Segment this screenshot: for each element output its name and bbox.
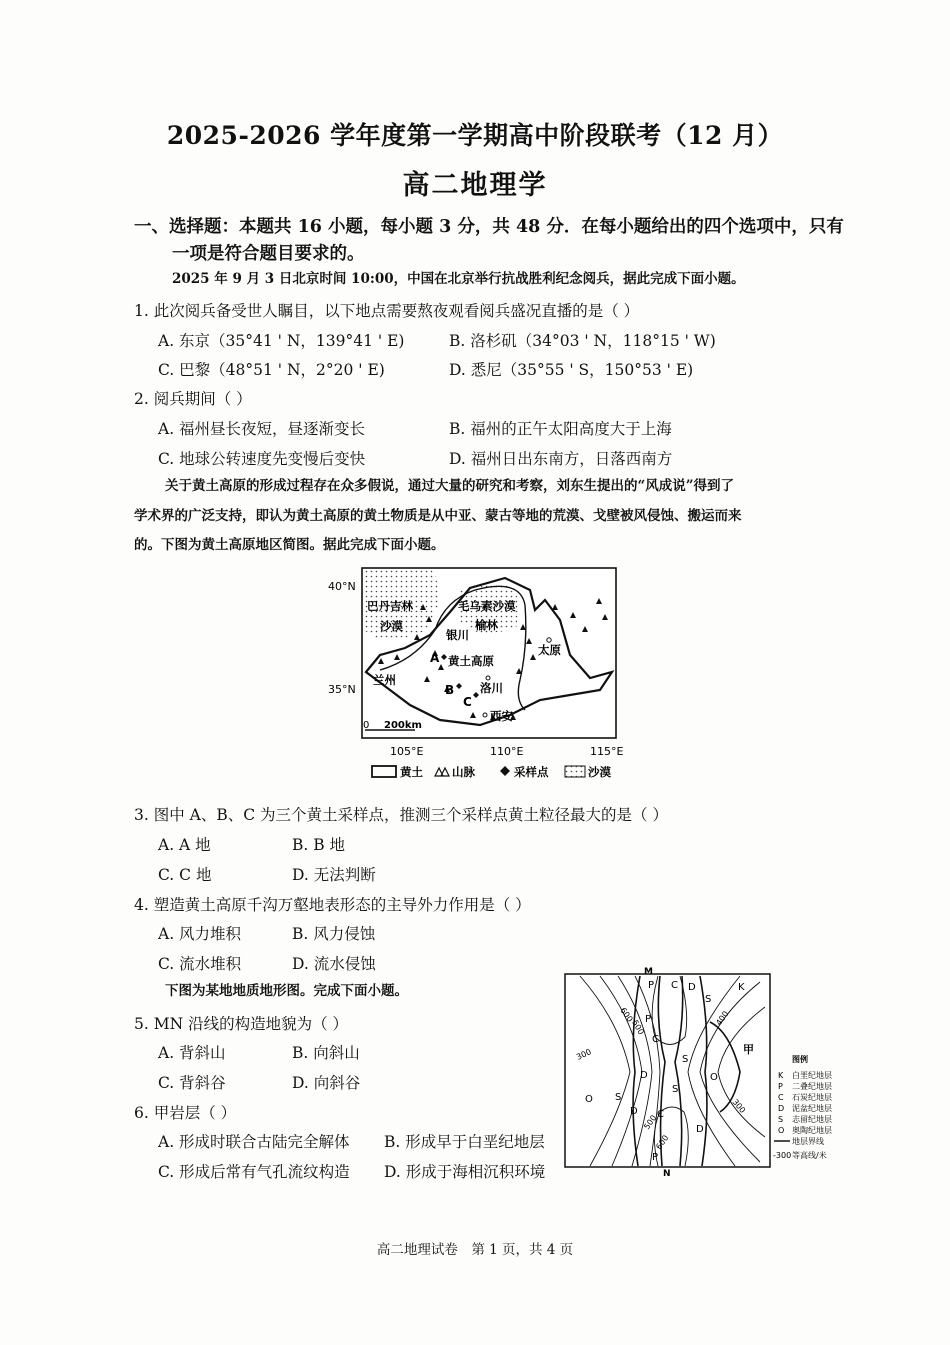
legend-o-letter: O [778,1126,785,1135]
lon-115-label: 115°E [590,745,624,758]
question-3-option-c[interactable]: C. C 地 [158,866,212,884]
question-6-option-b[interactable]: B. 形成早于白垩纪地层 [384,1133,545,1151]
question-2-option-a[interactable]: A. 福州昼长夜短，昼逐渐变长 [158,420,366,438]
question-1-stem: 1. 此次阅兵备受世人瞩目，以下地点需要熬夜观看阅兵盛况直播的是（ ） [134,302,640,320]
contour-500-b: 500 [642,1113,659,1132]
formation-s-left: S [615,1092,622,1103]
luochuan-label: 洛川 [480,681,503,695]
legend-s-text: 志留纪地层 [792,1115,832,1124]
question-3-option-a[interactable]: A. A 地 [158,836,211,854]
mu-us-label: 毛乌素沙漠 [458,599,516,613]
question-2-stem: 2. 阅兵期间（ ） [134,390,252,408]
question-5-option-b[interactable]: B. 向斜山 [292,1044,360,1062]
legend-p-text: 二叠纪地层 [792,1082,832,1091]
question-1-option-b[interactable]: B. 洛杉矶（34°03 ' N，118°15 ' W) [449,332,716,350]
question-4-option-c[interactable]: C. 流水堆积 [158,955,242,973]
legend-loess-swatch [372,766,396,777]
yinchuan-label: 银川 [446,628,469,642]
point-n-label: N [663,1169,671,1179]
legend-mountain-icon [435,768,449,776]
formation-d-mid: D [640,1070,648,1081]
sample-a-label: A [430,651,440,665]
formation-p-top: P [648,980,655,991]
formation-o-mid: O [710,1072,718,1083]
legend-o-text: 奥陶纪地层 [792,1126,832,1135]
lon-110-label: 110°E [490,745,524,758]
question-6-stem: 6. 甲岩层（ ） [134,1104,237,1122]
section-heading-line1: 一、选择题：本题共 16 小题，每小题 3 分，共 48 分．在每小题给出的四个选项中，只有 [134,217,844,237]
formation-o-left: O [585,1094,593,1105]
question-2-option-b[interactable]: B. 福州的正午太阳高度大于上海 [449,420,672,438]
formation-c-lower: C [657,1109,664,1120]
intro-parade: 2025 年 9 月 3 日北京时间 10:00，中国在北京举行抗战胜利纪念阅兵，据此完成下面小题。 [172,271,745,287]
geologic-legend [773,1054,832,1160]
question-5-option-d[interactable]: D. 向斜谷 [292,1074,361,1092]
question-4-stem: 4. 塑造黄土高原千沟万壑地表形态的主导外力作用是（ ） [134,896,531,914]
question-3-option-b[interactable]: B. B 地 [292,836,346,854]
formation-k: K [738,982,745,993]
question-1-option-d[interactable]: D. 悉尼（35°55 ' S，150°53 ' E) [449,361,694,379]
question-5-option-a[interactable]: A. 背斜山 [158,1044,226,1062]
question-2-option-c[interactable]: C. 地球公转速度先变慢后变快 [158,450,366,468]
legend-desert-label: 沙漠 [588,765,611,779]
badain-label-1: 巴丹吉林 [367,599,413,613]
scale-zero: 0 [363,720,370,731]
sample-c-label: C [463,695,472,709]
jia-label: 甲 [743,1043,754,1056]
formation-d-left: D [630,1106,638,1117]
question-6-option-a[interactable]: A. 形成时联合古陆完全解体 [158,1133,350,1151]
question-3-option-d[interactable]: D. 无法判断 [292,866,376,884]
contour-300-a: 300 [575,1047,593,1062]
question-5-option-c[interactable]: C. 背斜谷 [158,1074,226,1092]
legend-k-text: 白垩纪地层 [792,1071,832,1080]
formation-d-lower: D [696,1124,704,1135]
question-2-option-d[interactable]: D. 福州日出东南方，日落西南方 [449,450,673,468]
question-6-option-d[interactable]: D. 形成于海相沉积环境 [384,1163,546,1181]
loess-plateau-label: 黄土高原 [448,654,494,668]
contour-600-a: 600 [618,1005,635,1024]
taiyuan-label: 太原 [538,643,561,657]
contour-600-b: 600 [654,1133,671,1152]
question-6-option-c[interactable]: C. 形成后常有气孔流纹构造 [158,1163,350,1181]
lat-35-label: 35°N [328,683,356,696]
formation-c-top: C [671,980,678,991]
contour-400: 400 [714,1009,731,1028]
contour-500-a: 500 [630,1018,646,1037]
legend-c-text: 石炭纪地层 [792,1093,832,1102]
badain-label-2: 沙漠 [380,619,403,633]
question-4-option-d[interactable]: D. 流水侵蚀 [292,955,376,973]
legend-s-letter: S [778,1115,784,1124]
point-m-label: M [644,967,653,977]
question-1-option-c[interactable]: C. 巴黎（48°51 ' N，2°20 ' E) [158,361,385,379]
legend-boundary-text: 地层界线 [792,1137,824,1146]
xian-label: 西安 [490,709,513,723]
contour-300-b: 300 [730,1097,748,1115]
intro-loess-line2: 学术界的广泛支持，即认为黄土高原的黄土物质是从中亚、蒙古等地的荒漠、戈壁被风侵蚀、搬运而来 [134,508,742,524]
question-5-stem: 5. MN 沿线的构造地貌为（ ） [134,1015,349,1033]
intro-geology: 下图为某地地质地形图。完成下面小题。 [165,983,408,999]
page-footer: 高二地理试卷 第 1 页，共 4 页 [376,1242,574,1258]
legend-title: 图例 [792,1055,808,1064]
legend-c-letter: C [778,1093,784,1102]
legend-desert-swatch [565,766,585,777]
sample-b-label: B [445,683,455,697]
legend-loess-label: 黄土 [400,765,423,779]
intro-loess-line1: 关于黄土高原的形成过程存在众多假说，通过大量的研究和考察，刘东生提出的“风成说”得到了 [165,478,735,494]
formation-s-top: S [705,994,712,1005]
legend-contour-text: 等高线/米 [792,1151,827,1160]
exam-title: 2025-2026 学年度第一学期高中阶段联考（12 月） [166,121,784,150]
formation-s-lower: S [672,1084,679,1095]
lon-105-label: 105°E [390,745,424,758]
subject-title: 高二地理学 [402,170,548,201]
legend-d-text: 泥盆纪地层 [792,1104,832,1113]
formation-c-upper: C [652,1034,659,1045]
lat-40-label: 40°N [328,580,356,593]
formation-p-bottom: P [652,1152,659,1163]
formation-s-mid: S [682,1054,689,1065]
legend-mountain-label: 山脉 [452,765,475,779]
legend-k-letter: K [778,1071,784,1080]
geologic-map [560,962,850,1182]
question-3-stem: 3. 图中 A、B、C 为三个黄土采样点，推测三个采样点黄土粒径最大的是（ ） [134,806,668,824]
section-heading-line2: 一项是符合题目要求的。 [172,244,365,264]
legend-p-letter: P [778,1082,783,1091]
question-1-option-a[interactable]: A. 东京（35°41 ' N，139°41 ' E) [158,332,405,350]
formation-p-upper: P [645,1014,652,1025]
question-4-option-b[interactable]: B. 风力侵蚀 [292,925,376,943]
intro-loess-line3: 的。下图为黄土高原地区简图。据此完成下面小题。 [134,537,445,553]
legend-sample-icon [500,766,510,776]
legend-d-letter: D [778,1104,785,1113]
yulin-label: 榆林 [475,618,498,632]
scale-km: 200km [384,720,422,731]
formation-d-top: D [688,982,696,993]
lanzhou-label: 兰州 [373,673,396,687]
question-4-option-a[interactable]: A. 风力堆积 [158,925,242,943]
legend-contour-value: -300 [773,1151,792,1160]
loess-plateau-map [320,560,640,792]
legend-sample-label: 采样点 [514,765,549,779]
